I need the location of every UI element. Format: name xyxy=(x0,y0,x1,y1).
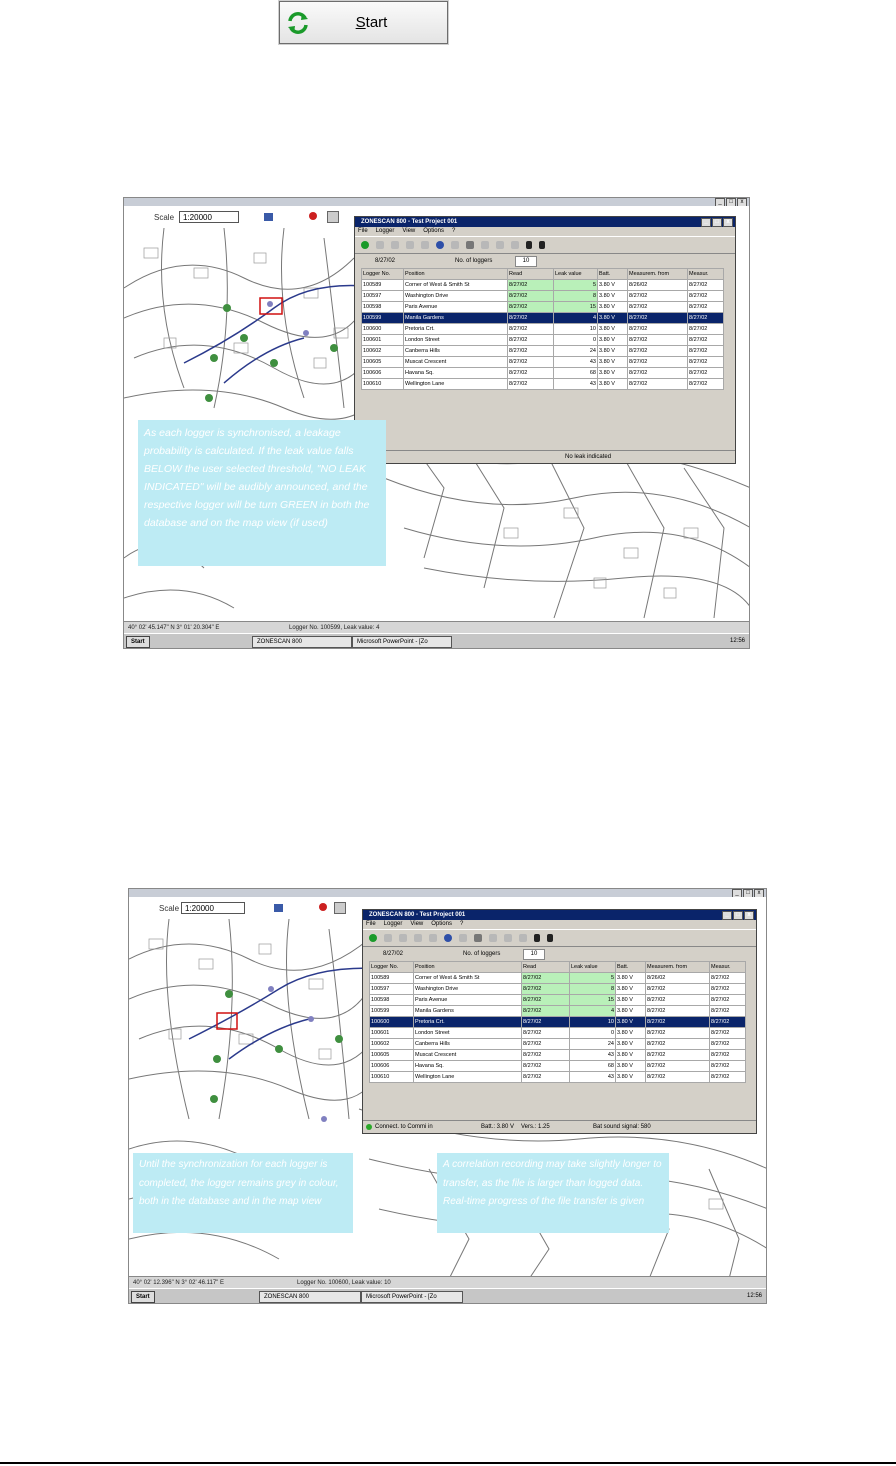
cell: 8/27/02 xyxy=(628,324,688,335)
globe-icon[interactable] xyxy=(436,241,444,249)
scale-label: Scale xyxy=(154,213,175,222)
globe-icon[interactable] xyxy=(444,934,452,942)
cell: 3.80 V xyxy=(616,1006,646,1017)
col-leak-value[interactable]: Leak value xyxy=(554,269,598,280)
toolbar-icon[interactable] xyxy=(264,213,273,221)
window-controls[interactable]: _ □ x xyxy=(732,889,764,898)
cell: 8/27/02 xyxy=(688,280,724,291)
menu-bar xyxy=(363,920,756,929)
cell: 8/27/02 xyxy=(646,1006,710,1017)
table-row[interactable] xyxy=(370,995,746,1006)
project-date: 8/27/02 xyxy=(375,258,396,264)
zonescan-window xyxy=(362,909,757,1134)
zonescan-statusbar xyxy=(355,450,735,463)
map-titlebar xyxy=(124,198,749,206)
screenshot-map-synchronised xyxy=(123,197,750,649)
project-date: 8/27/02 xyxy=(383,951,404,957)
col-position[interactable]: Position xyxy=(414,962,522,973)
table-row-selected[interactable] xyxy=(370,1017,746,1028)
cell: 8/27/02 xyxy=(628,379,688,390)
cell: 8/27/02 xyxy=(628,302,688,313)
cell: 8/27/02 xyxy=(522,1050,570,1061)
cell: Canberra Hills xyxy=(414,1039,522,1050)
taskbar-clock: 12:56 xyxy=(729,638,745,644)
table-header xyxy=(370,962,746,973)
cell: 100600 xyxy=(370,1017,414,1028)
callout-text: As each logger is synchronised, a leakage probability is calculated. If the leak value falls BELOW the user selected threshold, "NO LEAK INDICATED" will be audibly announced, and the respective logger will be turn GREEN in both the database and on the map view (if used) xyxy=(144,427,370,529)
toolbar-icon[interactable] xyxy=(489,934,497,942)
menu-file[interactable]: File xyxy=(358,228,368,234)
table-row[interactable] xyxy=(370,984,746,995)
cell: 8/27/02 xyxy=(628,313,688,324)
cell: 3.80 V xyxy=(598,313,628,324)
arrow-down-icon[interactable] xyxy=(547,934,553,942)
toolbar-icon[interactable] xyxy=(384,934,392,942)
cell: 8/27/02 xyxy=(688,313,724,324)
cell: 8/27/02 xyxy=(522,1061,570,1072)
cell: London Street xyxy=(404,335,508,346)
cell: 8/27/02 xyxy=(710,995,746,1006)
cell: 8/27/02 xyxy=(646,1028,710,1039)
menu-help[interactable]: ? xyxy=(451,228,456,234)
cell: 5 xyxy=(554,280,598,291)
cell: 8/27/02 xyxy=(688,291,724,302)
cell: 100599 xyxy=(362,313,404,324)
toolbar-icon[interactable] xyxy=(459,934,467,942)
table-row[interactable] xyxy=(370,1050,746,1061)
cell: 100610 xyxy=(362,379,404,390)
callout-grey-logger xyxy=(133,1153,353,1233)
version-status: Vers.: 1.25 xyxy=(521,1124,550,1130)
cell: 3.80 V xyxy=(616,984,646,995)
taskbar-zonescan[interactable]: ZONESCAN 800 xyxy=(252,636,352,648)
cell: 8/27/02 xyxy=(710,1006,746,1017)
zonescan-toolbar xyxy=(355,236,735,254)
table-row[interactable] xyxy=(362,302,724,313)
table-header xyxy=(362,269,724,280)
cell: 4 xyxy=(554,313,598,324)
cell: 100602 xyxy=(370,1039,414,1050)
menu-help[interactable]: ? xyxy=(459,921,464,927)
cell: 100606 xyxy=(362,368,404,379)
cell: 8/27/02 xyxy=(628,335,688,346)
menu-logger[interactable]: Logger xyxy=(383,921,403,927)
cell: 8/27/02 xyxy=(710,1050,746,1061)
printer-icon[interactable] xyxy=(474,934,482,942)
table-row[interactable] xyxy=(362,280,724,291)
cell: 8/27/02 xyxy=(522,984,570,995)
menu-options[interactable]: Options xyxy=(423,228,444,234)
cell: 8/27/02 xyxy=(508,291,554,302)
toolbar-icon[interactable] xyxy=(309,212,317,220)
taskbar xyxy=(124,633,749,648)
toolbar-icon[interactable] xyxy=(504,934,512,942)
table-row[interactable] xyxy=(362,379,724,390)
logger-status: Logger No. 100599, Leak value: 4 xyxy=(289,625,380,631)
cell: 43 xyxy=(570,1050,616,1061)
table-row[interactable] xyxy=(362,291,724,302)
cell: 8/27/02 xyxy=(646,984,710,995)
col-measur[interactable]: Measur. xyxy=(688,269,724,280)
window-controls[interactable]: _ □ x xyxy=(715,198,747,207)
col-read[interactable]: Read xyxy=(508,269,554,280)
cell: London Street xyxy=(414,1028,522,1039)
loggers-count: 10 xyxy=(515,256,537,267)
arrow-up-icon[interactable] xyxy=(534,934,540,942)
cell: 3.80 V xyxy=(616,1061,646,1072)
toolbar-icon[interactable] xyxy=(511,241,519,249)
cell: 100600 xyxy=(362,324,404,335)
cell: Manila Gardens xyxy=(404,313,508,324)
taskbar-powerpoint[interactable]: Microsoft PowerPoint - [Zo xyxy=(352,636,452,648)
cell: 100605 xyxy=(370,1050,414,1061)
table-row-selected[interactable] xyxy=(362,313,724,324)
loggers-count: 10 xyxy=(523,949,545,960)
cell: 43 xyxy=(554,357,598,368)
callout-correlation-transfer xyxy=(437,1153,669,1233)
cell: 100589 xyxy=(362,280,404,291)
toolbar-icon[interactable] xyxy=(274,904,283,912)
cell: 3.80 V xyxy=(616,1072,646,1083)
col-logger-no[interactable]: Logger No. xyxy=(370,962,414,973)
col-measurem-from[interactable]: Measurem. from xyxy=(646,962,710,973)
cell: 8/27/02 xyxy=(508,324,554,335)
table-row[interactable] xyxy=(362,335,724,346)
cell: 15 xyxy=(570,995,616,1006)
start-button[interactable] xyxy=(279,1,448,44)
toolbar-icon[interactable] xyxy=(421,241,429,249)
logger-status: Logger No. 100600, Leak value: 10 xyxy=(297,1280,391,1286)
table-row[interactable] xyxy=(362,346,724,357)
cell: Wellington Lane xyxy=(414,1072,522,1083)
cell: 8/27/02 xyxy=(688,335,724,346)
cell: Muscat Crescent xyxy=(404,357,508,368)
toolbar-icon[interactable] xyxy=(481,241,489,249)
cell: 24 xyxy=(554,346,598,357)
cell: 3.80 V xyxy=(598,324,628,335)
project-info xyxy=(363,947,756,961)
cell: 8/27/02 xyxy=(522,1072,570,1083)
connection-status: Connect. to Commi in xyxy=(375,1124,433,1130)
menu-bar xyxy=(355,227,735,236)
cell: 8/27/02 xyxy=(688,302,724,313)
cell: Corner of West & Smith St xyxy=(414,973,522,984)
refresh-icon[interactable] xyxy=(361,241,369,249)
zonescan-window xyxy=(354,216,736,464)
cell: 8/27/02 xyxy=(522,1039,570,1050)
toolbar-icon[interactable] xyxy=(319,903,327,911)
arrow-up-icon[interactable] xyxy=(526,241,532,249)
cell: 8/27/02 xyxy=(508,302,554,313)
cell: Havana Sq. xyxy=(404,368,508,379)
cell: 3.80 V xyxy=(598,379,628,390)
cell: 8/26/02 xyxy=(646,973,710,984)
taskbar xyxy=(129,1288,766,1303)
window-controls[interactable]: _ □ x xyxy=(722,911,754,920)
cell: 8/27/02 xyxy=(646,1061,710,1072)
zonescan-statusbar xyxy=(363,1120,756,1133)
cell: 3.80 V xyxy=(598,335,628,346)
cell: 8/27/02 xyxy=(508,346,554,357)
cell: 8/27/02 xyxy=(508,335,554,346)
page-divider xyxy=(0,1462,896,1464)
cell: 68 xyxy=(554,368,598,379)
project-info xyxy=(355,254,735,268)
cell: 8/27/02 xyxy=(710,1061,746,1072)
table-row[interactable] xyxy=(370,973,746,984)
cell: 100606 xyxy=(370,1061,414,1072)
menu-view[interactable]: View xyxy=(410,921,424,927)
toolbar-icon[interactable] xyxy=(376,241,384,249)
cell: 8/27/02 xyxy=(688,368,724,379)
cell: 10 xyxy=(554,324,598,335)
col-measur[interactable]: Measur. xyxy=(710,962,746,973)
refresh-icon[interactable] xyxy=(369,934,377,942)
cell: 3.80 V xyxy=(598,346,628,357)
toolbar-icon[interactable] xyxy=(406,241,414,249)
toolbar-icon[interactable] xyxy=(399,934,407,942)
cell: 8/27/02 xyxy=(522,995,570,1006)
cell: 8/27/02 xyxy=(508,379,554,390)
toolbar-icon[interactable] xyxy=(496,241,504,249)
cell: 5 xyxy=(570,973,616,984)
cell: 8/27/02 xyxy=(508,313,554,324)
cell: 8/27/02 xyxy=(710,1072,746,1083)
cell: 100598 xyxy=(370,995,414,1006)
window-title: ZONESCAN 800 - Test Project 001 xyxy=(361,219,458,225)
cell: Wellington Lane xyxy=(404,379,508,390)
callout-synchronised xyxy=(138,420,386,566)
cell: 3.80 V xyxy=(616,995,646,1006)
cell: 100601 xyxy=(362,335,404,346)
cell: Paris Avenue xyxy=(404,302,508,313)
cell: 24 xyxy=(570,1039,616,1050)
cell: 0 xyxy=(554,335,598,346)
cell: 8/27/02 xyxy=(508,357,554,368)
menu-logger[interactable]: Logger xyxy=(375,228,395,234)
cell: 8/27/02 xyxy=(628,368,688,379)
cell: 8/27/02 xyxy=(710,1017,746,1028)
battery-status: Batt.: 3.80 V xyxy=(481,1124,515,1130)
cell: 8/27/02 xyxy=(646,1039,710,1050)
cell: 8/27/02 xyxy=(688,379,724,390)
cell: 100599 xyxy=(370,1006,414,1017)
cell: 3.80 V xyxy=(616,1017,646,1028)
menu-file[interactable]: File xyxy=(366,921,376,927)
col-batt[interactable]: Batt. xyxy=(616,962,646,973)
col-position[interactable]: Position xyxy=(404,269,508,280)
cell: 8/27/02 xyxy=(688,324,724,335)
cell: 100610 xyxy=(370,1072,414,1083)
cell: Pretoria Crt. xyxy=(414,1017,522,1028)
col-read[interactable]: Read xyxy=(522,962,570,973)
cell: 8 xyxy=(554,291,598,302)
zonescan-titlebar xyxy=(355,217,735,227)
cell: 8/27/02 xyxy=(710,1028,746,1039)
table-row[interactable] xyxy=(370,1061,746,1072)
cell: 3.80 V xyxy=(616,1039,646,1050)
cell: 8/27/02 xyxy=(710,984,746,995)
scale-select[interactable]: 1:20000 xyxy=(181,902,245,914)
map-titlebar xyxy=(129,889,766,897)
cell: 8/27/02 xyxy=(688,346,724,357)
cell: 3.80 V xyxy=(598,291,628,302)
window-controls[interactable]: _ □ x xyxy=(701,218,733,227)
signal-status: Bat sound signal: 580 xyxy=(593,1124,651,1130)
connection-icon xyxy=(366,1124,372,1130)
cell: 0 xyxy=(570,1028,616,1039)
zonescan-toolbar xyxy=(363,929,756,947)
cell: 3.80 V xyxy=(616,973,646,984)
taskbar-zonescan[interactable]: ZONESCAN 800 xyxy=(259,1291,361,1303)
cell: 8/27/02 xyxy=(646,1017,710,1028)
toolbar-icon[interactable] xyxy=(414,934,422,942)
cell: 8/27/02 xyxy=(522,1017,570,1028)
col-leak-value[interactable]: Leak value xyxy=(570,962,616,973)
cell: 100602 xyxy=(362,346,404,357)
cell: 8/27/02 xyxy=(628,357,688,368)
table-row[interactable] xyxy=(362,324,724,335)
cell: 8/27/02 xyxy=(628,346,688,357)
cell: 100605 xyxy=(362,357,404,368)
cell: 8/27/02 xyxy=(646,995,710,1006)
taskbar-start-button[interactable]: Start xyxy=(126,636,150,648)
cell: 10 xyxy=(570,1017,616,1028)
loggers-label: No. of loggers xyxy=(455,258,493,264)
cell: 100597 xyxy=(370,984,414,995)
cell: 100601 xyxy=(370,1028,414,1039)
arrow-down-icon[interactable] xyxy=(539,241,545,249)
toolbar-icon[interactable] xyxy=(519,934,527,942)
taskbar-powerpoint[interactable]: Microsoft PowerPoint - [Zo xyxy=(361,1291,463,1303)
taskbar-start-button[interactable]: Start xyxy=(131,1291,155,1303)
scale-label: Scale xyxy=(159,904,180,913)
table-row[interactable] xyxy=(370,1072,746,1083)
table-row[interactable] xyxy=(362,368,724,379)
leak-status: No leak indicated xyxy=(565,454,612,460)
cell: 3.80 V xyxy=(598,302,628,313)
table-row[interactable] xyxy=(370,1006,746,1017)
menu-options[interactable]: Options xyxy=(431,921,452,927)
cell: 3.80 V xyxy=(616,1050,646,1061)
cell: Muscat Crescent xyxy=(414,1050,522,1061)
cell: 68 xyxy=(570,1061,616,1072)
cell: 8/27/02 xyxy=(710,1039,746,1050)
logger-table xyxy=(369,961,746,1083)
cell: Pretoria Crt. xyxy=(404,324,508,335)
col-logger-no[interactable]: Logger No. xyxy=(362,269,404,280)
cell: 100598 xyxy=(362,302,404,313)
cell: 4 xyxy=(570,1006,616,1017)
coordinates: 40° 02' 12.396" N 3° 02' 46.117" E xyxy=(133,1280,224,1286)
zonescan-titlebar xyxy=(363,910,756,920)
cell: 8 xyxy=(570,984,616,995)
cell: 100589 xyxy=(370,973,414,984)
cell: Washington Drive xyxy=(414,984,522,995)
cell: 8/27/02 xyxy=(688,357,724,368)
refresh-icon xyxy=(286,11,310,35)
taskbar-clock: 12:56 xyxy=(746,1293,762,1299)
cell: 8/27/02 xyxy=(646,1050,710,1061)
cell: Havana Sq. xyxy=(414,1061,522,1072)
cell: 8/27/02 xyxy=(522,973,570,984)
start-button-label: Start xyxy=(355,14,388,31)
logger-table xyxy=(361,268,724,390)
callout-text: A correlation recording may take slightly longer to transfer, as the file is larger than logged data. Real-time progress of the file transfer is given xyxy=(443,1159,662,1207)
toolbar-icon[interactable] xyxy=(391,241,399,249)
cell: 8/27/02 xyxy=(522,1006,570,1017)
cell: 100597 xyxy=(362,291,404,302)
table-row[interactable] xyxy=(370,1028,746,1039)
table-row[interactable] xyxy=(362,357,724,368)
cell: Paris Avenue xyxy=(414,995,522,1006)
cell: 15 xyxy=(554,302,598,313)
toolbar-icon[interactable] xyxy=(334,902,346,914)
cell: Manila Gardens xyxy=(414,1006,522,1017)
col-batt[interactable]: Batt. xyxy=(598,269,628,280)
cell: Washington Drive xyxy=(404,291,508,302)
printer-icon[interactable] xyxy=(466,241,474,249)
coordinates: 40° 02' 45.147" N 3° 01' 20.304" E xyxy=(128,625,220,631)
scale-select[interactable]: 1:20000 xyxy=(179,211,239,223)
callout-text: Until the synchronization for each logger is completed, the logger remains grey in colour, both in the database and in the map view xyxy=(139,1159,339,1207)
loggers-label: No. of loggers xyxy=(463,951,501,957)
col-measurem-from[interactable]: Measurem. from xyxy=(628,269,688,280)
menu-view[interactable]: View xyxy=(402,228,416,234)
cell: 8/27/02 xyxy=(628,291,688,302)
toolbar-icon[interactable] xyxy=(451,241,459,249)
table-row[interactable] xyxy=(370,1039,746,1050)
window-title: ZONESCAN 800 - Test Project 001 xyxy=(369,912,466,918)
cell: Corner of West & Smith St xyxy=(404,280,508,291)
cell: 8/27/02 xyxy=(508,280,554,291)
cell: 8/26/02 xyxy=(628,280,688,291)
cell: 3.80 V xyxy=(598,357,628,368)
toolbar-icon[interactable] xyxy=(327,211,339,223)
cell: 43 xyxy=(570,1072,616,1083)
cell: 8/27/02 xyxy=(646,1072,710,1083)
cell: 43 xyxy=(554,379,598,390)
cell: 8/27/02 xyxy=(508,368,554,379)
toolbar-icon[interactable] xyxy=(429,934,437,942)
cell: 8/27/02 xyxy=(710,973,746,984)
cell: 3.80 V xyxy=(598,368,628,379)
screenshot-map-synchronising xyxy=(128,888,767,1304)
cell: 8/27/02 xyxy=(522,1028,570,1039)
cell: 3.80 V xyxy=(598,280,628,291)
cell: Canberra Hills xyxy=(404,346,508,357)
cell: 3.80 V xyxy=(616,1028,646,1039)
